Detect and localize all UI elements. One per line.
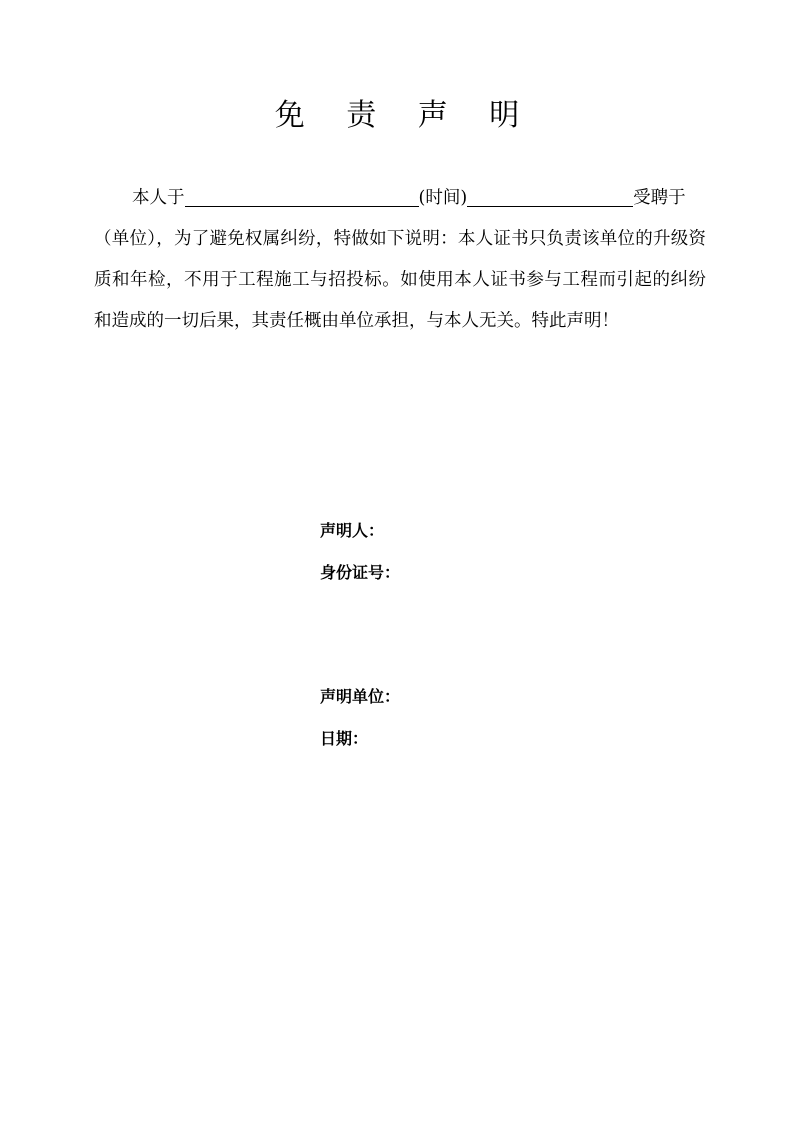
declarant-label: 声明人： xyxy=(320,521,385,540)
signature-block-unit xyxy=(320,676,400,760)
declaring-unit-label: 声明单位： xyxy=(320,687,401,706)
text-suffix: 受聘于 xyxy=(633,188,686,208)
text-prefix: 本人于 xyxy=(132,188,185,208)
unit-blank-line xyxy=(467,186,633,207)
id-number-label: 身份证号： xyxy=(320,563,401,582)
declaration-text: （单位），为了避免权属纠纷，特做如下说明：本人证书只负责该单位的升级资质和年检，不用于工程施工与招投标。如使用本人证书参与工程而引起的纠纷和造成的一切后果，其责任概由单位承担，与本人无关。特此声明！ xyxy=(94,229,706,331)
time-blank-line xyxy=(185,186,419,207)
date-label: 日期： xyxy=(320,729,369,748)
document-title: 免 责 声 明 xyxy=(274,98,536,133)
signature-block-person xyxy=(320,510,400,594)
time-hint: (时间) xyxy=(418,188,468,208)
declaration-first-line xyxy=(94,178,706,219)
declaration-body xyxy=(94,178,706,342)
